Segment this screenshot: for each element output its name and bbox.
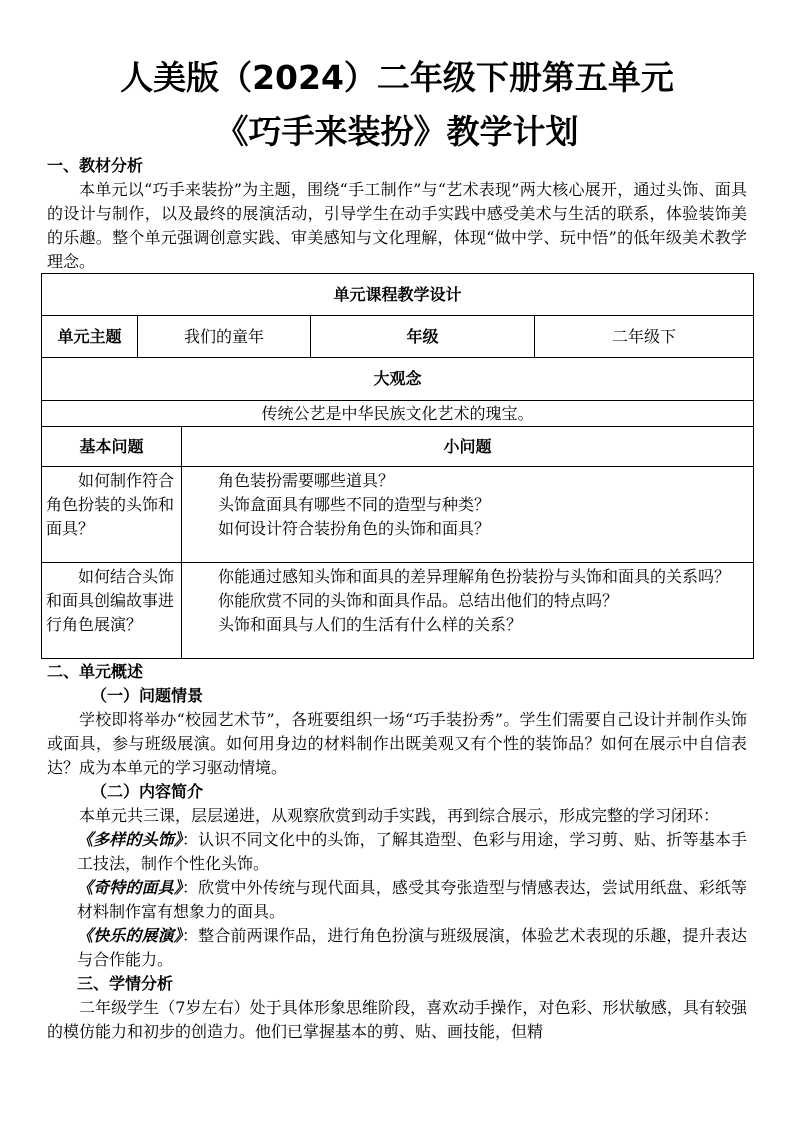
paragraph: 二年级学生（7岁左右）处于具体形象思维阶段，喜欢动手操作，对色彩、形状敏感，具有较强的模仿能力和初步的创造力。他们已掌握基本的剪、贴、画技能，但精	[47, 998, 747, 1041]
sub-questions	[182, 563, 754, 659]
unit-design-table	[41, 273, 754, 659]
lesson-text: ：认识不同文化中的头饰，了解其造型、色彩与用途，学习剪、贴、折等基本手工技法，制作个性化头饰。	[77, 830, 747, 873]
basic-question-label: 基本问题	[42, 427, 182, 467]
section-heading: 三、学情分析	[77, 974, 174, 993]
section-unit-overview	[47, 660, 747, 1044]
sub-questions	[182, 467, 754, 563]
table-caption: 单元课程教学设计	[42, 274, 754, 316]
basic-question: 如何制作符合角色扮装的头饰和面具？	[42, 467, 182, 563]
grade-value: 二年级下	[535, 316, 754, 358]
lesson-text: ：整合前两课作品，进行角色扮演与班级展演，体验艺术表现的乐趣，提升表达与合作能力。	[77, 926, 747, 969]
lesson-title: 《多样的头饰》	[77, 830, 183, 849]
basic-question: 如何结合头饰和面具创编故事进行角色展演？	[42, 563, 182, 659]
sub-question: 你能欣赏不同的头饰和面具作品。总结出他们的特点吗？	[218, 591, 619, 610]
section-heading: 二、单元概述	[47, 662, 144, 681]
subsection-heading: （二）内容简介	[91, 782, 204, 801]
sub-question: 如何设计符合装扮角色的头饰和面具？	[218, 519, 491, 538]
lesson-item	[77, 924, 747, 972]
section-textbook-analysis	[47, 154, 747, 274]
lesson-title: 《奇特的面具》	[77, 878, 183, 897]
sub-question: 头饰和面具与人们的生活有什么样的关系？	[218, 615, 523, 634]
grade-label: 年级	[311, 316, 535, 358]
big-idea-label: 大观念	[42, 358, 754, 401]
paragraph: 本单元以“巧手来装扮”为主题，围绕“手工制作”与“艺术表现”两大核心展开，通过头饰、面具的设计与制作，以及最终的展演活动，引导学生在动手实践中感受美术与生活的联系，体验装饰美的乐趣。整个单元强调创意实践、审美感知与文化理解，体现“做中学、玩中悟”的低年级美术教学理念。	[47, 180, 747, 271]
theme-label: 单元主题	[42, 316, 138, 358]
section-heading: 一、教材分析	[47, 156, 144, 175]
sub-question: 你能通过感知头饰和面具的差异理解角色扮装扮与头饰和面具的关系吗？	[218, 567, 731, 586]
sub-question: 角色装扮需要哪些道具？	[218, 471, 395, 490]
lesson-title: 《快乐的展演》	[77, 926, 183, 945]
lesson-text: ：欣赏中外传统与现代面具，感受其夸张造型与情感表达，尝试用纸盘、彩纸等材料制作富有想象力的面具。	[77, 878, 747, 921]
big-idea-value: 传统公艺是中华民族文化艺术的瑰宝。	[42, 401, 754, 427]
title-line-1: 人美版（2024）二年级下册第五单元	[120, 58, 674, 97]
paragraph: 本单元共三课，层层递进，从观察欣赏到动手实践，再到综合展示，形成完整的学习闭环：	[79, 806, 720, 825]
sub-question: 头饰盒面具有哪些不同的造型与种类？	[218, 495, 491, 514]
sub-question-label: 小问题	[182, 427, 754, 467]
paragraph: 学校即将举办“校园艺术节”，各班要组织一场“巧手装扮秀”。学生们需要自己设计并制作头饰或面具，参与班级展演。如何用身边的材料制作出既美观又有个性的装饰品？如何在展示中自信表达？成为本单元的学习驱动情境。	[47, 710, 747, 777]
theme-value: 我们的童年	[138, 316, 311, 358]
lesson-item	[77, 876, 747, 924]
subsection-heading: （一）问题情景	[91, 686, 204, 705]
lesson-item	[77, 828, 747, 876]
title-line-2: 《巧手来装扮》教学计划	[215, 112, 579, 151]
